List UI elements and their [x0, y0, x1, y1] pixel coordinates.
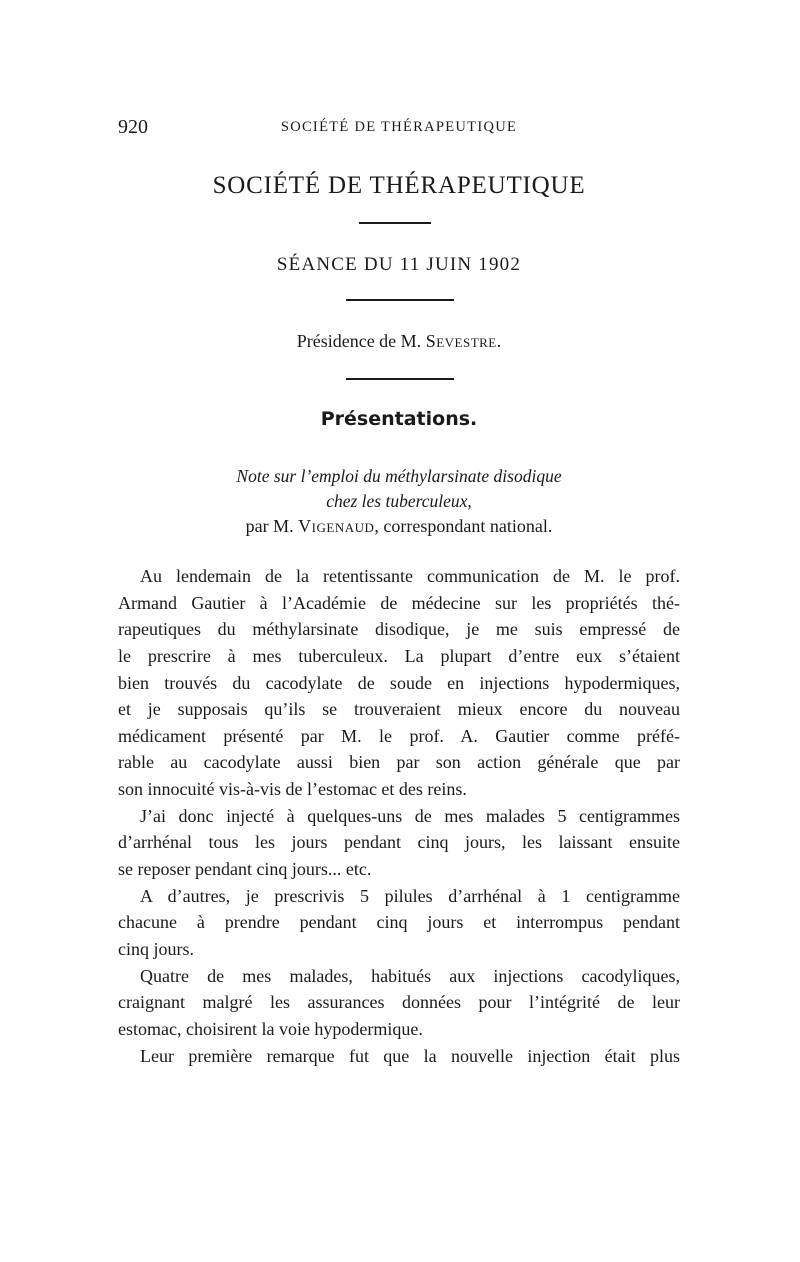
body-text — [118, 563, 680, 1069]
text-line: d’arrhénal tous les jours pendant cinq jours, les laissant ensuite — [118, 832, 680, 853]
text-line: Quatre de mes malades, habitués aux injections cacodyliques, — [140, 965, 680, 986]
session-date: SÉANCE DU 11 JUIN 1902 — [276, 254, 522, 275]
text-line: chacune à prendre pendant cinq jours et interrompus pendant — [118, 912, 680, 933]
text-line: J’ai donc injecté à quelques-uns de mes malades 5 centigrammes — [140, 805, 680, 826]
page-title: SOCIÉTÉ DE THÉRAPEUTIQUE — [212, 172, 586, 199]
author-name: Vigenaud — [298, 516, 375, 536]
author-prefix: par M. — [245, 516, 299, 536]
divider-rule — [346, 299, 454, 301]
text-line: rapeutiques du méthylarsinate disodique, je me suis empressé de — [118, 619, 680, 640]
text-line: estomac, choisirent la voie hypodermique. — [118, 1018, 423, 1039]
text-line: Armand Gautier à l’Académie de médecine sur les propriétés thé- — [118, 592, 680, 613]
running-header — [118, 116, 680, 140]
author-line — [118, 516, 680, 537]
text-line: Leur première remarque fut que la nouvelle injection était plus — [140, 1045, 680, 1066]
president-name: Sevestre — [425, 331, 497, 351]
presidency-line — [118, 331, 680, 352]
divider-rule — [359, 222, 431, 224]
text-line: cinq jours. — [118, 938, 194, 959]
text-line: son innocuité vis-à-vis de l’estomac et des reins. — [118, 779, 467, 800]
text-line: se reposer pendant cinq jours... etc. — [118, 859, 372, 880]
text-line: A d’autres, je prescrivis 5 pilules d’arrhénal à 1 centigramme — [140, 885, 680, 906]
page-number: 920 — [118, 116, 148, 138]
running-title: SOCIÉTÉ DE THÉRAPEUTIQUE — [280, 119, 518, 135]
divider-rule — [346, 378, 454, 380]
presidency-prefix: Présidence de M. — [296, 331, 426, 351]
note-title — [118, 464, 680, 514]
text-line: rable au cacodylate aussi bien par son action générale que par — [118, 752, 680, 773]
section-heading: Présentations. — [320, 408, 478, 430]
text-line: bien trouvés du cacodylate de soude en injections hypodermiques, — [118, 672, 680, 693]
text-line: médicament présenté par M. le prof. A. Gautier comme préfé- — [118, 725, 680, 746]
text-line: et je supposais qu’ils se trouveraient mieux encore du nouveau — [118, 699, 680, 720]
note-title-line: Note sur l’emploi du méthylarsinate disodique — [236, 466, 562, 486]
text-line: le prescrire à mes tuberculeux. La plupart d’entre eux s’étaient — [118, 645, 680, 666]
author-suffix: , correspondant national. — [374, 516, 553, 536]
note-title-line: chez les tuberculeux, — [326, 491, 472, 511]
presidency-suffix: . — [496, 331, 502, 351]
text-line: Au lendemain de la retentissante communication de M. le prof. — [140, 566, 680, 586]
text-line: craignant malgré les assurances données pour l’intégrité de leur — [118, 992, 680, 1013]
